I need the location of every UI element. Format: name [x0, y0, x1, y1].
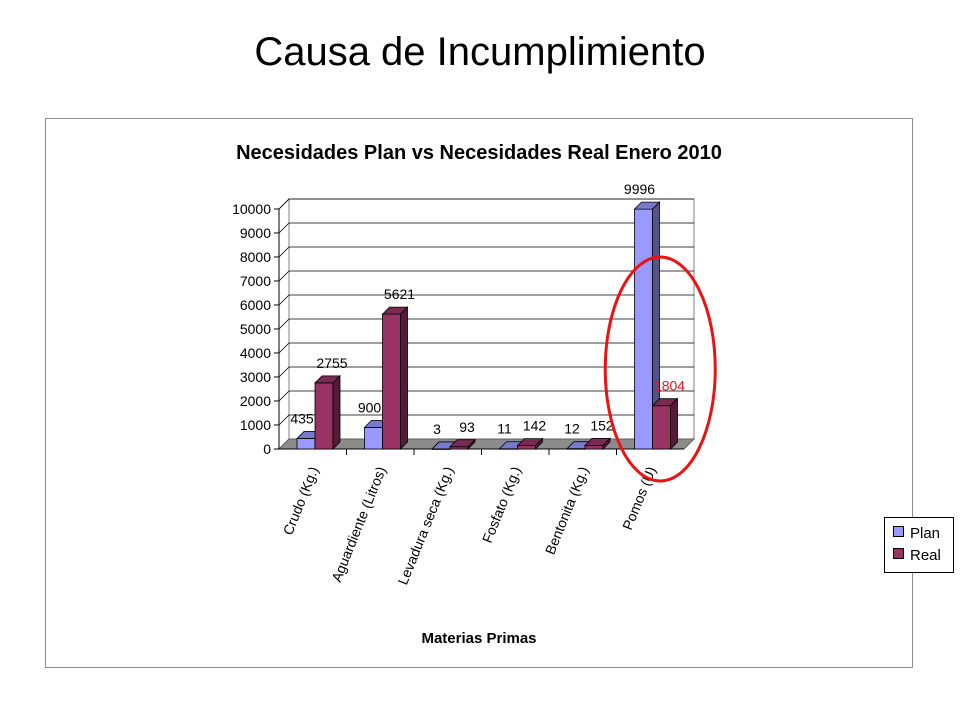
data-label-plan: 12	[564, 420, 580, 437]
legend-swatch-plan	[893, 526, 904, 537]
data-label-plan: 435	[290, 410, 314, 427]
y-tick-label: 5000	[239, 321, 271, 337]
x-tick-label: Crudo (Kg.)	[279, 464, 322, 538]
data-label-plan: 3	[433, 420, 441, 437]
legend-item-real	[893, 548, 941, 564]
bar-real	[315, 383, 333, 449]
bar-real	[585, 445, 603, 449]
data-label-real: 142	[522, 417, 547, 434]
legend-label-plan: Plan	[910, 525, 941, 542]
bar-chart	[46, 119, 912, 667]
x-tick-label: Fosfato (Kg.)	[478, 464, 525, 546]
x-tick-label: Pomos (U)	[619, 464, 660, 533]
bar-side-real	[671, 399, 678, 449]
data-label-real: 5621	[383, 286, 416, 303]
data-label-real: 152	[590, 417, 614, 434]
y-tick-label: 6000	[239, 297, 271, 313]
bar-plan	[297, 439, 315, 449]
data-label-plan: 11	[497, 420, 512, 437]
x-tick-label: Aguardiente (Litros)	[328, 464, 390, 585]
bar-real	[518, 446, 536, 449]
legend-swatch-real	[893, 548, 904, 559]
y-tick-label: 4000	[239, 345, 271, 361]
y-tick-label: 8000	[239, 249, 271, 265]
slide-title: Causa de Incumplimiento	[254, 30, 706, 74]
bar-real	[383, 314, 401, 449]
chart-legend	[884, 517, 954, 573]
bar-plan	[635, 209, 653, 449]
y-tick-label: 10000	[232, 201, 271, 217]
bar-plan	[365, 427, 383, 449]
bar-side-real	[333, 376, 340, 449]
chart-title: Necesidades Plan vs Necesidades Real Enero 2010	[236, 142, 722, 164]
chart-floor	[279, 439, 694, 449]
data-label-real: 1804	[653, 377, 686, 394]
y-tick-label: 1000	[239, 417, 271, 433]
x-tick-label: Levadura seca (Kg.)	[394, 464, 457, 588]
chart-area	[45, 118, 941, 668]
y-tick-label: 2000	[239, 393, 271, 409]
data-label-real: 2755	[316, 354, 348, 371]
y-tick-label: 7000	[239, 273, 271, 289]
x-axis-title: Materias Primas	[421, 630, 537, 647]
y-tick-label: 3000	[239, 369, 271, 385]
data-label-plan: 900	[357, 399, 382, 416]
y-tick-label: 0	[263, 441, 271, 457]
x-tick-label: Bentonita (Kg.)	[541, 464, 592, 557]
data-label-plan: 9996	[623, 181, 656, 198]
legend-label-real: Real	[910, 547, 941, 564]
legend-item-plan	[893, 526, 940, 542]
bar-side-real	[401, 307, 408, 449]
data-label-real: 93	[459, 418, 475, 435]
bar-real	[653, 406, 671, 449]
y-tick-label: 9000	[239, 225, 271, 241]
